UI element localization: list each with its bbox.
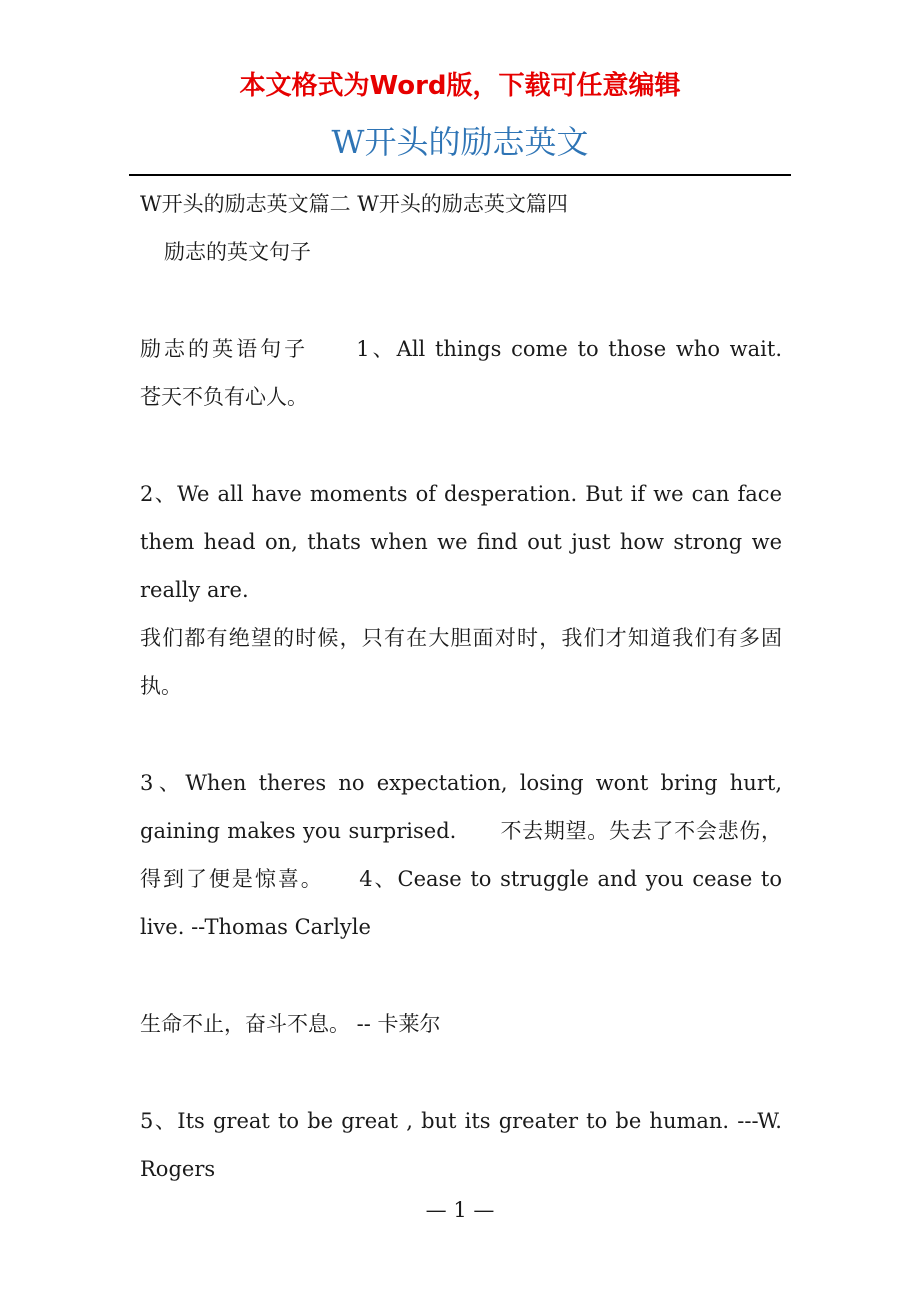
paragraph-quote-3-4: 3、When theres no expectation, losing wont bring hurt, gaining makes you surprised. 不去期望。失去了不会悲伤，得到了便是惊喜。 4、Cease to struggle and you cease to live. --Thomas Carlyle bbox=[140, 771, 782, 939]
paragraph-heading: 励志的英文句子 bbox=[164, 240, 311, 264]
paragraph-quote-4-translation: 生命不止，奋斗不息。 -- 卡莱尔 bbox=[140, 1012, 441, 1036]
paragraph-quote-2-translation: 我们都有绝望的时候，只有在大胆面对时，我们才知道我们有多固执。 bbox=[140, 626, 782, 698]
paragraph-quote-1: 励志的英语句子 1、All things come to those who wait. 苍天不负有心人。 bbox=[140, 337, 824, 409]
paragraph-subtitle-line: W开头的励志英文篇二 W开头的励志英文篇四 bbox=[140, 192, 568, 216]
paragraph-quote-2: 2、We all have moments of desperation. But if we can face them head on, thats when we find out just how strong we really are. bbox=[140, 482, 782, 602]
document-title: W开头的励志英文 bbox=[331, 123, 589, 161]
page-number: — 1 — bbox=[425, 1198, 495, 1222]
download-banner: 本文格式为Word版，下载可任意编辑 bbox=[239, 71, 681, 101]
paragraph-quote-5: 5、Its great to be great , but its greater to be human. ---W. Rogers bbox=[140, 1109, 782, 1181]
title-divider bbox=[129, 174, 791, 176]
